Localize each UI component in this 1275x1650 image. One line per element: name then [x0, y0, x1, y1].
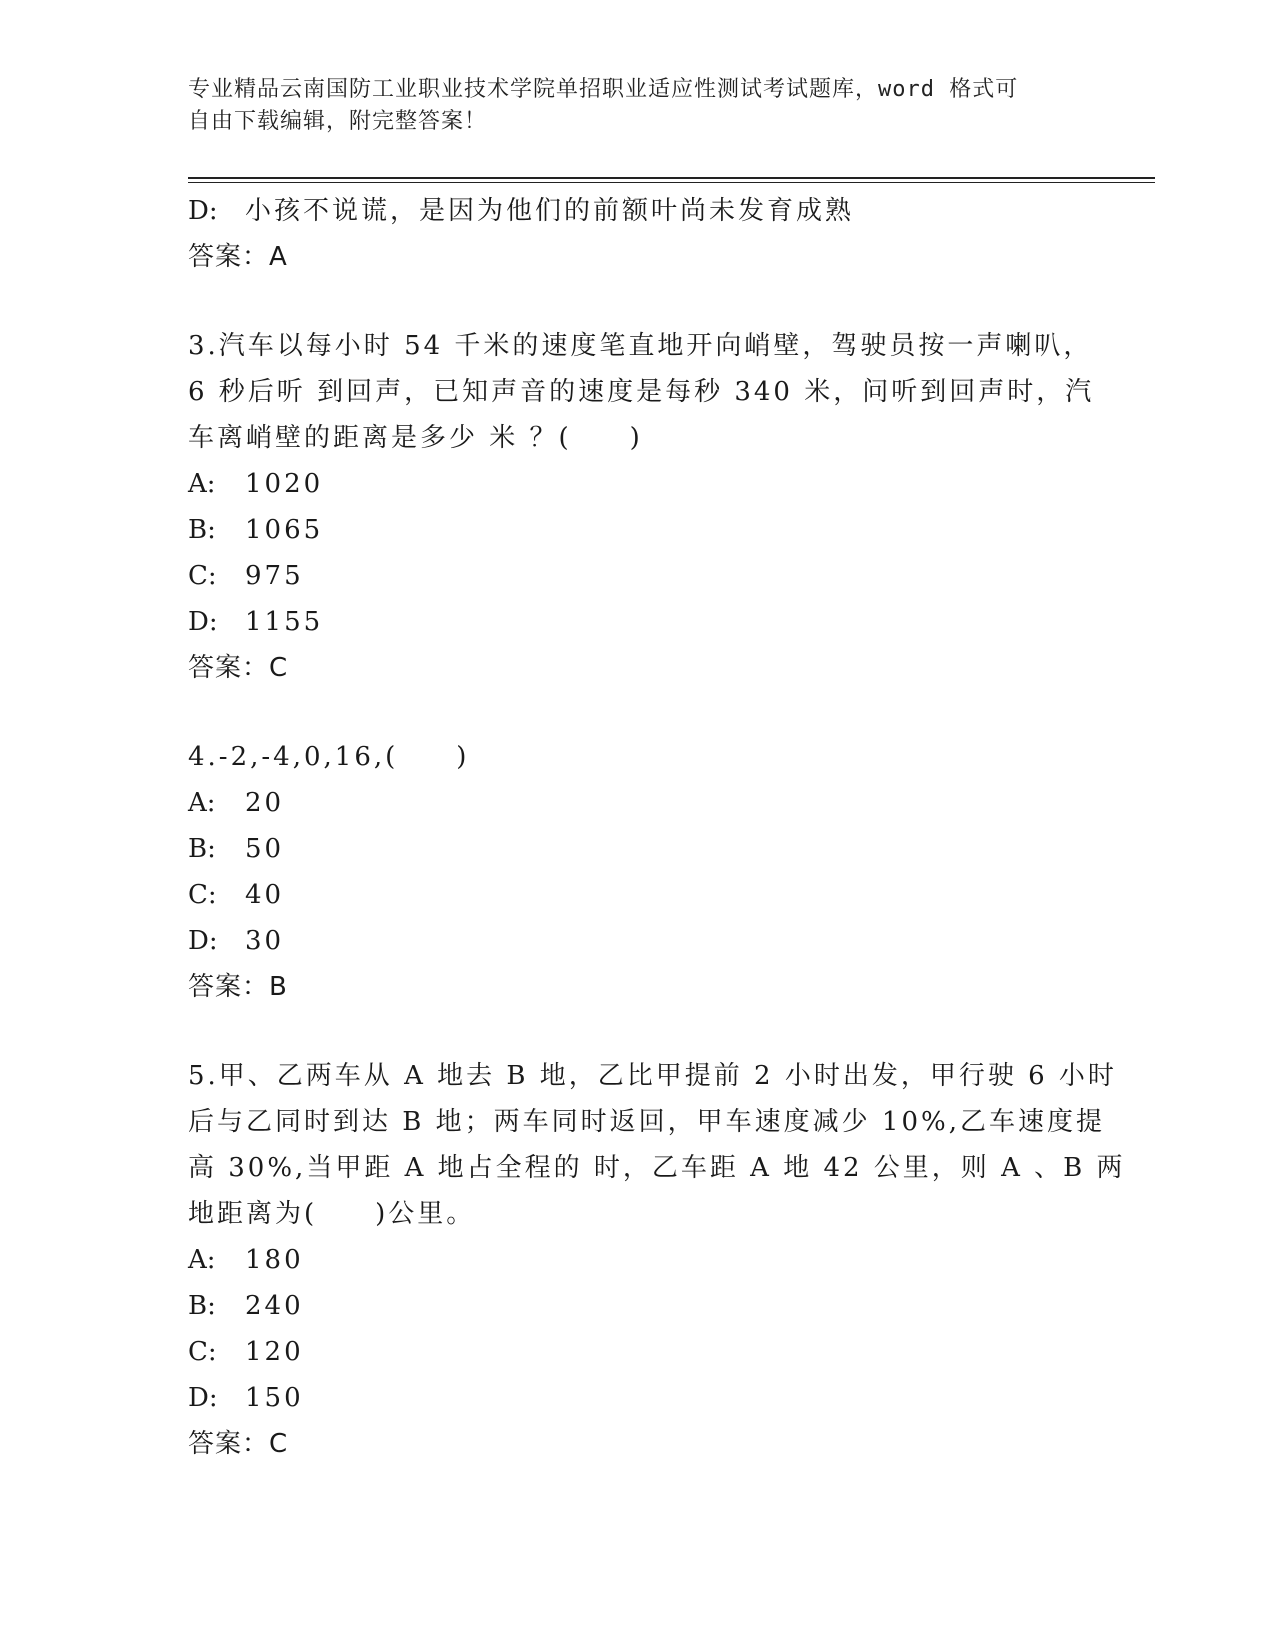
option-c	[188, 553, 1088, 599]
option-c	[188, 1329, 1088, 1375]
question-stem-line: 车离峭壁的距离是多少 米 ？( )	[188, 423, 643, 453]
option-label: D:	[188, 607, 218, 637]
option-text: 40	[245, 880, 285, 910]
option-text: 小孩不说谎，是因为他们的前额叶尚未发育成熟	[245, 196, 855, 226]
option-b	[188, 507, 1088, 553]
question-4	[188, 734, 1088, 1010]
header-divider-thick	[188, 177, 1155, 179]
question-5	[188, 1053, 1126, 1467]
document-header	[188, 74, 1068, 138]
spacer	[188, 1010, 1088, 1053]
option-a	[188, 780, 1088, 826]
option-label: A:	[188, 1245, 216, 1275]
option-text: 1020	[245, 469, 324, 499]
option-text: 30	[245, 926, 285, 956]
option-label: D:	[188, 196, 218, 226]
header-divider-thin	[188, 182, 1155, 183]
option-text: 150	[245, 1383, 304, 1413]
option-label: A:	[188, 469, 216, 499]
option-text: 120	[245, 1337, 304, 1367]
option-d	[188, 599, 1088, 645]
option-label: A:	[188, 788, 216, 818]
option-d	[188, 1375, 1088, 1421]
answer-line: 答案：B	[188, 972, 288, 1002]
option-label: B:	[188, 515, 216, 545]
option-label: C:	[188, 1337, 217, 1367]
option-label: C:	[188, 561, 217, 591]
question-stem-line: 高 30%,当甲距 A 地占全程的 时，乙车距 A 地 42 公里，则 A 、B 两	[188, 1153, 1126, 1183]
answer-line: 答案：C	[188, 653, 289, 683]
question-stem-line: 6 秒后听 到回声，已知声音的速度是每秒 340 米，问听到回声时，汽	[188, 377, 1095, 407]
option-b	[188, 826, 1088, 872]
question-stem-line: 4.-2,-4,0,16,( )	[188, 742, 470, 772]
option-d	[188, 918, 1088, 964]
header-line-1: 专业精品云南国防工业职业技术学院单招职业适应性测试考试题库，word 格式可	[188, 77, 1019, 102]
option-text: 1065	[245, 515, 324, 545]
question-stem-line: 地距离为( )公里。	[188, 1199, 476, 1229]
option-text: 50	[245, 834, 285, 864]
option-text: 975	[245, 561, 304, 591]
option-d	[188, 188, 1088, 234]
option-c	[188, 872, 1088, 918]
header-line-2: 自由下载编辑，附完整答案！	[188, 109, 488, 134]
option-label: D:	[188, 1383, 218, 1413]
option-text: 180	[245, 1245, 304, 1275]
question-content	[188, 188, 1126, 1467]
option-text: 240	[245, 1291, 304, 1321]
question-3	[188, 323, 1095, 691]
option-text: 20	[245, 788, 285, 818]
option-a	[188, 461, 1088, 507]
question-stem-line: 后与乙同时到达 B 地；两车同时返回，甲车速度减少 10%,乙车速度提	[188, 1107, 1105, 1137]
answer-line: 答案：A	[188, 242, 288, 272]
option-label: B:	[188, 834, 216, 864]
spacer	[188, 280, 1088, 323]
option-text: 1155	[245, 607, 324, 637]
question-stem-line: 3.汽车以每小时 54 千米的速度笔直地开向峭壁，驾驶员按一声喇叭，	[188, 331, 1093, 361]
question-stem-line: 5.甲、乙两车从 A 地去 B 地，乙比甲提前 2 小时出发，甲行驶 6 小时	[188, 1061, 1117, 1091]
option-b	[188, 1283, 1088, 1329]
option-label: D:	[188, 926, 218, 956]
answer-line: 答案：C	[188, 1429, 289, 1459]
option-a	[188, 1237, 1088, 1283]
spacer	[188, 691, 1088, 734]
option-label: C:	[188, 880, 217, 910]
option-label: B:	[188, 1291, 216, 1321]
